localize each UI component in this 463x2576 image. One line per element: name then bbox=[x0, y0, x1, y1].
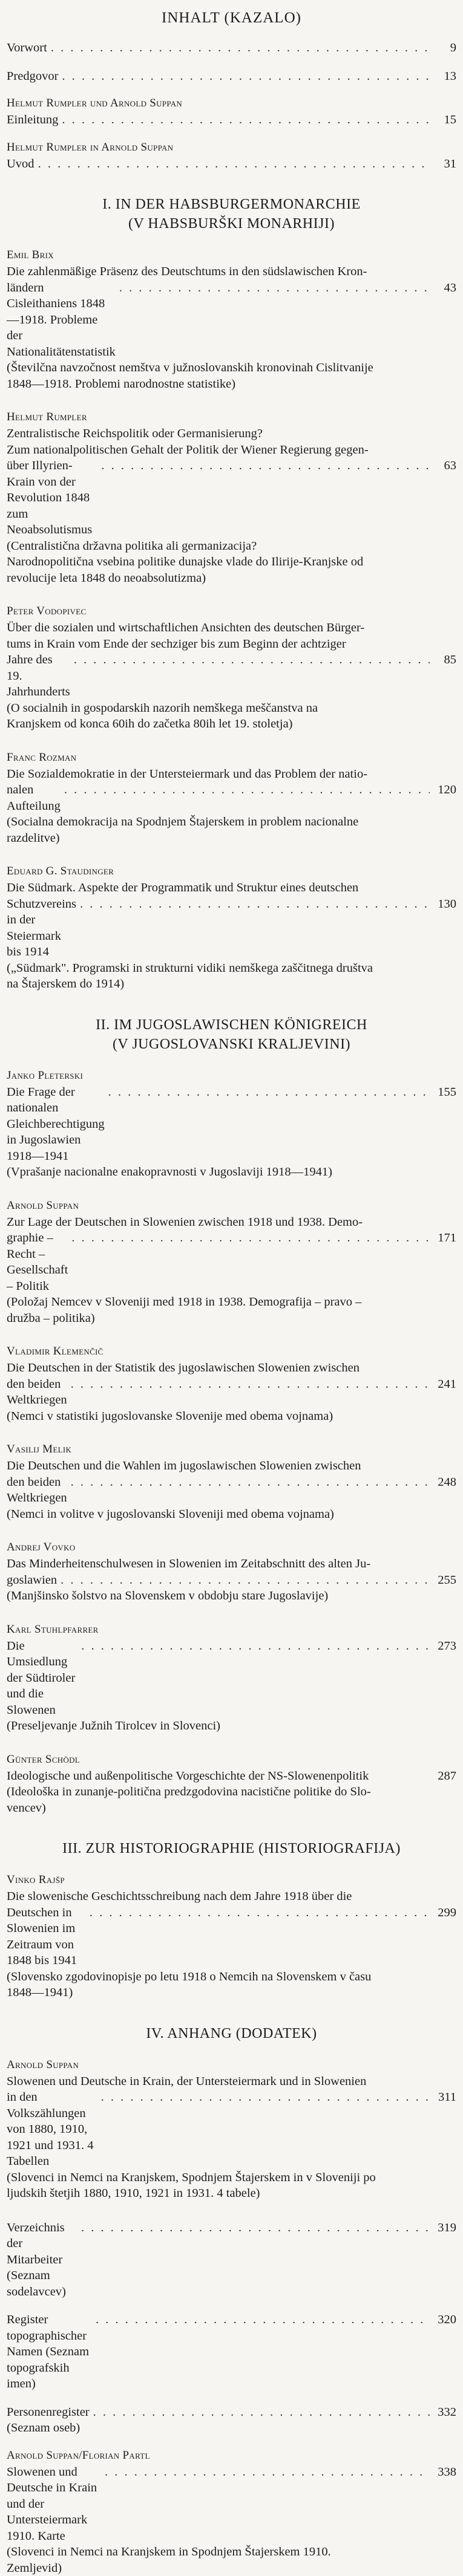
toc-entry bbox=[7, 2058, 456, 2202]
dot-leader bbox=[64, 782, 430, 798]
toc-entry bbox=[7, 410, 456, 586]
toc-entry-line bbox=[7, 112, 456, 128]
entry-author: Peter Vodopivec bbox=[7, 604, 456, 619]
page-number: 311 bbox=[433, 2089, 456, 2106]
entry-title-line: Die Sozialdemokratie in der Untersteiermark und das Problem der natio- bbox=[7, 766, 456, 782]
entry-slovene-line: (Številčna navzočnost nemštva v južnoslovanskih kronovinah Cislitvanije bbox=[7, 360, 456, 376]
page-number: 171 bbox=[433, 1230, 456, 1246]
entry-title-text: ländern Cisleithaniens 1848—1918. Probleme der Nationalitätenstatistik bbox=[7, 280, 116, 360]
toc-entry-line bbox=[7, 1084, 456, 1165]
section-heading-line: (V JUGOSLOVANSKI KRALJEVINI) bbox=[7, 1035, 456, 1054]
page-number: 319 bbox=[433, 2220, 456, 2236]
entry-title-line: Die slowenische Geschichtsschreibung nach dem Jahre 1918 über die bbox=[7, 1888, 456, 1905]
toc-entry bbox=[7, 40, 456, 56]
entry-title-line: Die Südmark. Aspekte der Programmatik und Struktur eines deutschen bbox=[7, 880, 456, 896]
entry-author: Vasilij Melik bbox=[7, 1442, 456, 1457]
entry-author: Emil Brix bbox=[7, 248, 456, 262]
entry-slovene-line: (Vprašanje nacionalne enakopravnosti v Jugoslaviji 1918—1941) bbox=[7, 1164, 456, 1180]
entry-title-text: Die Frage der nationalen Gleichberechtigung in Jugoslawien 1918—1941 bbox=[7, 1084, 105, 1165]
section-heading-line: II. IM JUGOSLAWISCHEN KÖNIGREICH bbox=[7, 1015, 456, 1035]
toc-entry-line bbox=[7, 458, 456, 538]
toc-entry-line bbox=[7, 1572, 456, 1589]
entry-author: Günter Schödl bbox=[7, 1752, 456, 1767]
page-number: 332 bbox=[433, 2404, 456, 2421]
entry-author: Andrej Vovko bbox=[7, 1540, 456, 1555]
section-heading-line: IV. ANHANG (DODATEK) bbox=[7, 2024, 456, 2043]
entry-title-line: Zum nationalpolitischen Gehalt der Politik der Wiener Regierung gegen- bbox=[7, 442, 456, 458]
entry-slovene-line: ljudskih štetjih 1880, 1910, 1921 in 1931. 4 tabele) bbox=[7, 2185, 456, 2202]
entry-title-text: den beiden Weltkriegen bbox=[7, 1376, 67, 1408]
dot-leader bbox=[74, 652, 430, 668]
entry-slovene-line: (Preseljevanje Južnih Tirolcev in Slovenci) bbox=[7, 1718, 456, 1734]
page-number: 31 bbox=[433, 156, 456, 172]
entry-author: Vladimir Klemenčič bbox=[7, 1344, 456, 1359]
entry-title-text: Personenregister (Seznam oseb) bbox=[7, 2404, 90, 2436]
dot-leader bbox=[71, 1376, 430, 1393]
toc-entry bbox=[7, 1622, 456, 1734]
toc-entry bbox=[7, 68, 456, 85]
toc-entry-line bbox=[7, 1376, 456, 1408]
dot-leader bbox=[62, 112, 430, 128]
entry-author: Eduard G. Staudinger bbox=[7, 864, 456, 879]
entry-author: Janko Pleterski bbox=[7, 1068, 456, 1083]
entry-title-text: Ideologische und außenpolitische Vorgeschichte der NS-Slowenenpolitik bbox=[7, 1768, 369, 1784]
entry-author: Vinko Rajšp bbox=[7, 1873, 456, 1887]
page-number: 299 bbox=[433, 1905, 456, 1921]
entry-title-line: tums in Krain vom Ende der sechziger bis zum Beginn der achtziger bbox=[7, 636, 456, 652]
toc-entry-line bbox=[7, 156, 456, 172]
dot-leader bbox=[51, 40, 430, 56]
entry-slovene-line: 1848—1918. Problemi narodnostne statistike) bbox=[7, 376, 456, 392]
entry-title-line: Zur Lage der Deutschen in Slowenien zwischen 1918 und 1938. Demo- bbox=[7, 1214, 456, 1231]
dot-leader bbox=[62, 68, 430, 85]
toc-entry-line bbox=[7, 2089, 456, 2170]
page-number: 63 bbox=[433, 458, 456, 474]
entry-title-text: Deutschen in Slowenien im Zeitraum von 1848 bis 1941 bbox=[7, 1905, 86, 1969]
toc-entry-line bbox=[7, 2312, 456, 2392]
entry-slovene-line: (Ideološka in zunanje-politična predzgodovina nacistične politike do Slo- bbox=[7, 1784, 456, 1800]
toc-entry-line bbox=[7, 2464, 456, 2545]
section-heading bbox=[7, 2024, 456, 2043]
section-heading bbox=[7, 1015, 456, 1054]
entry-title-text: den beiden Weltkriegen bbox=[7, 1474, 67, 1506]
toc-entry bbox=[7, 1752, 456, 1817]
entry-slovene-line: (Slovenci in Nemci na Kranjskem in Spodnjem Štajerskem 1910. bbox=[7, 2544, 456, 2560]
page-number: 338 bbox=[433, 2464, 456, 2480]
toc-entry-line bbox=[7, 1768, 456, 1784]
entry-slovene-line: (Socialna demokracija na Spodnjem Štajerskem in problem nacionalne bbox=[7, 814, 456, 830]
entry-slovene-line: Zemljevid) bbox=[7, 2560, 456, 2576]
entry-slovene-line: (O socialnih in gospodarskih nazorih nemškega meščanstva na bbox=[7, 700, 456, 717]
dot-leader bbox=[71, 1230, 430, 1246]
toc-entry-line bbox=[7, 68, 456, 85]
dot-leader bbox=[90, 1905, 430, 1921]
toc-entry bbox=[7, 750, 456, 847]
dot-leader bbox=[61, 1572, 430, 1589]
toc-entry bbox=[7, 1344, 456, 1424]
entry-title-text: Vorwort bbox=[7, 40, 47, 56]
entry-author: Helmut Rumpler bbox=[7, 410, 456, 424]
toc-entry bbox=[7, 140, 456, 172]
entry-slovene-line: (Nemci v statistiki jugoslovanske Slovenije med obema vojnama) bbox=[7, 1408, 456, 1425]
dot-leader bbox=[38, 156, 430, 172]
toc-entry bbox=[7, 2220, 456, 2300]
entry-slovene-line: 1848—1941) bbox=[7, 1985, 456, 2001]
toc-entry-line bbox=[7, 1905, 456, 1969]
entry-slovene-line: revolucije leta 1848 do neoabsolutizma) bbox=[7, 570, 456, 587]
entry-slovene-line: (Slovensko zgodovinopisje po letu 1918 o Nemcih na Slovenskem v času bbox=[7, 1969, 456, 1985]
dot-leader bbox=[71, 1474, 430, 1491]
entry-title-line: Über die sozialen und wirtschaftlichen Ansichten des deutschen Bürger- bbox=[7, 620, 456, 636]
entry-title-text: in den Volkszählungen von 1880, 1910, 1921 und 1931. 4 Tabellen bbox=[7, 2089, 97, 2170]
section-heading-line: I. IN DER HABSBURGERMONARCHIE bbox=[7, 195, 456, 214]
entry-title-line: Die Deutschen und die Wahlen im jugoslawischen Slowenien zwischen bbox=[7, 1458, 456, 1474]
page-number: 43 bbox=[433, 280, 456, 296]
entry-title-line: Das Minderheitenschulwesen in Slowenien im Zeitabschnitt des alten Ju- bbox=[7, 1556, 456, 1572]
dot-leader bbox=[93, 2404, 430, 2421]
table-of-contents bbox=[7, 40, 456, 2576]
toc-entry-line bbox=[7, 896, 456, 960]
page-number: 248 bbox=[433, 1474, 456, 1491]
toc-entry-line bbox=[7, 40, 456, 56]
page-number: 287 bbox=[433, 1768, 456, 1784]
entry-author: Franc Rozman bbox=[7, 750, 456, 765]
toc-entry-line bbox=[7, 782, 456, 814]
entry-slovene-line: (Slovenci in Nemci na Kranjskem, Spodnjem Štajerskem in v Sloveniji po bbox=[7, 2170, 456, 2186]
toc-entry-line bbox=[7, 1474, 456, 1506]
page-number: 85 bbox=[433, 652, 456, 668]
entry-title-text: nalen Aufteilung bbox=[7, 782, 61, 814]
entry-title-text: Slowenen und Deutsche in Krain und der Untersteiermark 1910. Karte bbox=[7, 2464, 101, 2545]
page-number: 9 bbox=[433, 40, 456, 56]
entry-author: Karl Stuhlpfarrer bbox=[7, 1622, 456, 1637]
dot-leader bbox=[81, 1638, 430, 1654]
toc-entry-line bbox=[7, 652, 456, 700]
toc-entry bbox=[7, 1199, 456, 1327]
entry-title-text: Schutzvereins in der Steiermark bis 1914 bbox=[7, 896, 76, 960]
section-heading-line: III. ZUR HISTORIOGRAPHIE (HISTORIOGRAFIJA) bbox=[7, 1839, 456, 1858]
entry-slovene-line: (Manjšinsko šolstvo na Slovenskem v obdobju stare Jugoslavije) bbox=[7, 1588, 456, 1604]
entry-slovene-line: družba – politika) bbox=[7, 1310, 456, 1327]
dot-leader bbox=[101, 458, 430, 474]
entry-title-text: über Illyrien-Krain von der Revolution 1848 zum Neoabsolutismus bbox=[7, 458, 97, 538]
entry-title-text: Predgovor bbox=[7, 68, 58, 85]
toc-entry-line bbox=[7, 1638, 456, 1719]
entry-slovene-line: Narodnopolitična vsebina politike dunajske vlade do Ilirije-Kranjske od bbox=[7, 554, 456, 570]
toc-entry-line bbox=[7, 2404, 456, 2436]
dot-leader bbox=[108, 1084, 430, 1101]
entry-slovene-line: na Štajerskem do 1914) bbox=[7, 976, 456, 992]
page-number: 120 bbox=[433, 782, 456, 798]
page-number: 130 bbox=[433, 896, 456, 912]
entry-title-text: Uvod bbox=[7, 156, 34, 172]
entry-author: Arnold Suppan bbox=[7, 1199, 456, 1213]
toc-entry bbox=[7, 248, 456, 392]
entry-title-text: Jahre des 19. Jahrhunderts bbox=[7, 652, 70, 700]
entry-slovene-line: vencev) bbox=[7, 1800, 456, 1817]
entry-title-text: Verzeichnis der Mitarbeiter (Seznam sodelavcev) bbox=[7, 2220, 77, 2300]
entry-title-text: Die Umsiedlung der Südtiroler und die Slowenen bbox=[7, 1638, 77, 1719]
entry-author: Helmut Rumpler in Arnold Suppan bbox=[7, 140, 456, 155]
dot-leader bbox=[105, 2464, 430, 2480]
entry-slovene-line: (Centralistična državna politika ali germanizacija? bbox=[7, 538, 456, 555]
dot-leader bbox=[81, 2220, 430, 2236]
entry-title-text: Register topographischer Namen (Seznam topografskih imen) bbox=[7, 2312, 92, 2392]
entry-title-text: graphie – Recht – Gesellschaft – Politik bbox=[7, 1230, 68, 1294]
page-number: 273 bbox=[433, 1638, 456, 1654]
page-number: 320 bbox=[433, 2312, 456, 2328]
entry-title-text: goslawien bbox=[7, 1572, 57, 1589]
toc-entry-line bbox=[7, 280, 456, 360]
entry-author: Arnold Suppan bbox=[7, 2058, 456, 2072]
entry-title-line: Zentralistische Reichspolitik oder Germanisierung? bbox=[7, 426, 456, 442]
page-number: 241 bbox=[433, 1376, 456, 1393]
section-heading-line: (V HABSBURŠKI MONARHIJI) bbox=[7, 214, 456, 233]
section-heading bbox=[7, 1839, 456, 1858]
toc-entry bbox=[7, 2448, 456, 2576]
toc-entry-line bbox=[7, 1230, 456, 1294]
entry-slovene-line: Kranjskem od konca 60ih do začetka 80ih let 19. stoletja) bbox=[7, 716, 456, 732]
entry-title-line: Die Deutschen in der Statistik des jugoslawischen Slowenien zwischen bbox=[7, 1360, 456, 1376]
toc-entry bbox=[7, 1068, 456, 1180]
page-number: 13 bbox=[433, 68, 456, 85]
entry-slovene-line: razdelitve) bbox=[7, 830, 456, 847]
toc-entry bbox=[7, 2312, 456, 2392]
toc-entry bbox=[7, 604, 456, 732]
entry-title-text: Einleitung bbox=[7, 112, 58, 128]
entry-title-line: Die zahlenmäßige Präsenz des Deutschtums in den südslawischen Kron- bbox=[7, 264, 456, 280]
page-number: 155 bbox=[433, 1084, 456, 1101]
page-title: INHALT (KAZALO) bbox=[7, 10, 456, 27]
dot-leader bbox=[80, 896, 430, 912]
dot-leader bbox=[101, 2089, 430, 2106]
page-number: 255 bbox=[433, 1572, 456, 1589]
entry-slovene-line: (Položaj Nemcev v Sloveniji med 1918 in 1938. Demografija – pravo – bbox=[7, 1294, 456, 1310]
entry-slovene-line: (Nemci in volitve v jugoslovanski Sloveniji med obema vojnama) bbox=[7, 1506, 456, 1523]
toc-entry bbox=[7, 1442, 456, 1522]
entry-slovene-line: („Südmark". Programski in strukturni vidiki nemškega zaščitnega društva bbox=[7, 960, 456, 977]
page-number: 15 bbox=[433, 112, 456, 128]
entry-title-line: Slowenen und Deutsche in Krain, der Untersteiermark und in Slowenien bbox=[7, 2073, 456, 2090]
entry-author: Arnold Suppan/Florian Partl bbox=[7, 2448, 456, 2463]
dot-leader bbox=[96, 2312, 430, 2328]
toc-entry-line bbox=[7, 2220, 456, 2300]
toc-entry bbox=[7, 96, 456, 128]
toc-entry bbox=[7, 864, 456, 992]
entry-author: Helmut Rumpler und Arnold Suppan bbox=[7, 96, 456, 111]
toc-entry bbox=[7, 2404, 456, 2436]
toc-entry bbox=[7, 1873, 456, 2001]
toc-entry bbox=[7, 1540, 456, 1604]
dot-leader bbox=[119, 280, 430, 296]
section-heading bbox=[7, 195, 456, 233]
